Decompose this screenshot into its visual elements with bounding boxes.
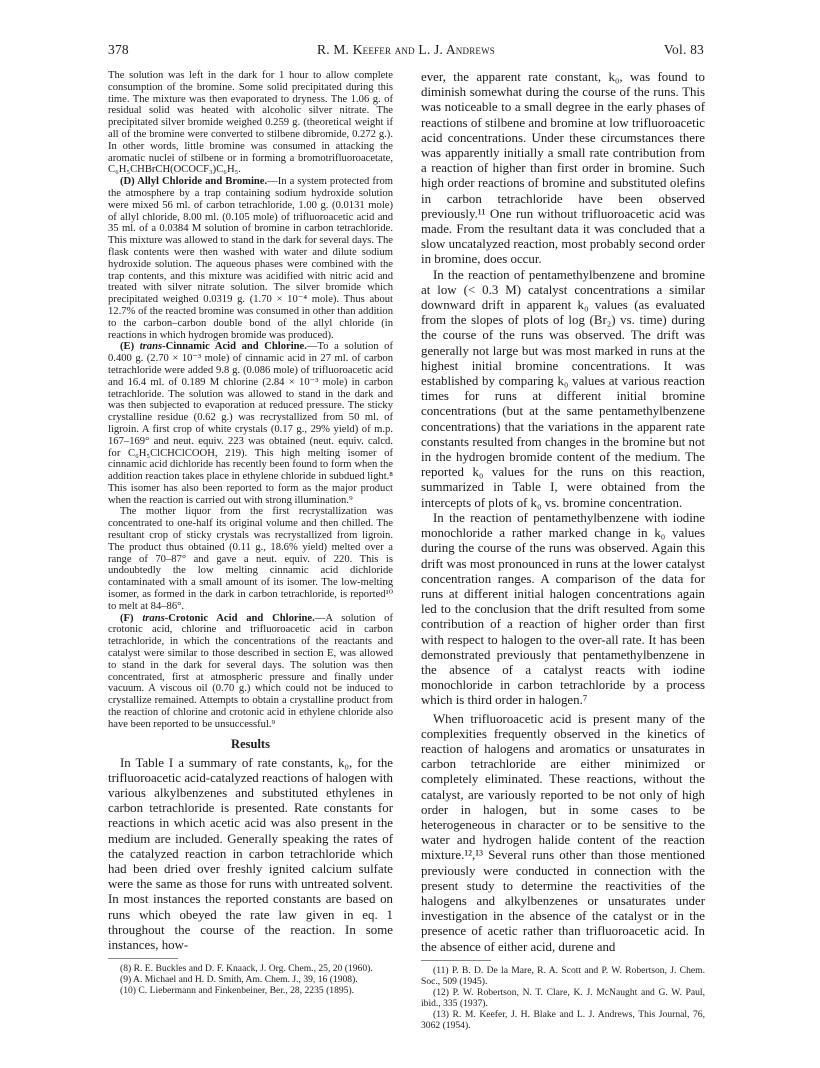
- results-heading: Results: [231, 736, 270, 751]
- volume-label: Vol. 83: [663, 42, 704, 57]
- heading-part: -Crotonic Acid and Chlorine.: [164, 612, 315, 624]
- footnote: (11) P. B. D. De la Mare, R. A. Scott and P. W. Robertson, J. Chem. Soc., 509 (1945).: [421, 964, 705, 987]
- paragraph: [108, 613, 393, 731]
- footnote: (8) R. E. Buckles and D. F. Knaack, J. Org. Chem., 25, 20 (1960).: [120, 963, 373, 975]
- paragraph: [108, 176, 393, 341]
- paragraph: In the reaction of pentamethylbenzene and bromine at low (< 0.3 M) catalyst concentrations a similar downward drift in apparent k₀ values (as evaluated from the slopes of plots of log (Br₂) vs. time) during the course of the runs was observed. The drift was generally not large but was most marked in runs at the highest initial bromine concentrations. It was established by comparing k₀ values at various reaction times for runs at different initial bromine concentrations (but at the same pentamethylbenzene concentrations) that the variations in the apparent rate constants resulted from changes in the bromine but not in the hydrogen bromide content of the medium. The reported k₀ values for the runs on this reaction, summarized in Table I, were obtained from the intercepts of plots of k₀ vs. bromine concentration.: [421, 267, 705, 510]
- section-heading: [120, 613, 315, 624]
- running-head: R. M. Keefer and L. J. Andrews: [316, 42, 495, 57]
- right-column: [421, 70, 705, 1031]
- paragraph: The mother liquor from the first recrystallization was concentrated to one-half its original volume and then chilled. The resultant crop of sticky crystals was recrystallized from ligroin. The product thus obtained (0.11 g., 18.6% yield) melted over a range of 70–87° and gave a neut. equiv. of 220. This is undoubtedly the low melting cinnamic acid dichloride contaminated with a small amount of its isomer. The low-melting isomer, as formed in the dark in carbon tetrachloride, is reported¹⁰ to melt at 84–86°.: [108, 506, 393, 612]
- heading-part: trans: [142, 612, 165, 624]
- heading-part: -Cinnamic Acid and Chlorine.: [162, 341, 307, 353]
- paragraph: In Table I a summary of rate constants, k₀, for the trifluoroacetic acid-catalyzed reactions of halogen with various alkylbenzenes and substituted ethylenes in carbon tetrachloride is presented. Rate constants for reactions in which acetic acid was also present in the medium are included. Generally speaking the rates of the catalyzed reaction in carbon tetrachloride which had been dried over freshly ignited calcium sulfate were the same as those for runs with untreated solvent. In most instances the reported constants are based on runs which obeyed the rate law given in eq. 1 throughout the course of the reaction. In some instances, how-: [108, 755, 393, 953]
- paragraph: When trifluoroacetic acid is present many of the complexities frequently observed in the kinetics of reaction of halogens and aromatics or unsaturates in carbon tetrachloride are either minimized or completely eliminated. These reactions, without the catalyst, are variously reported to be not only of high order in halogen, but in some cases to be heterogeneous in character or to be sensitive to the water and hydrogen halide content of the reaction mixture.¹²,¹³ Several runs other than those mentioned previously were conducted in connection with the present study to determine the reactivities of the halogens and alkylbenzenes or unsaturates under investigation in the absence of the catalyst or in the presence of acetic rather than trifluoroacetic acid. In the absence of either acid, durene and: [421, 711, 705, 954]
- section-text: —In a system protected from the atmosphere by a trap containing sodium hydroxide solution were mixed 56 ml. of carbon tetrachloride, 1.00 g. (0.0131 mole) of allyl chloride, 8.00 ml. (0.105 mole) of trifluoroacetic acid and 35 ml. of a 0.0384 M solution of bromine in carbon tetrachloride. This mixture was allowed to stand in the dark for several days. The flask contents were then washed with water and dilute sodium hydroxide solution. The aqueous phases were combined with the trap contents, and this mixture was acidified with nitric acid and treated with silver nitrate solution. The silver bromide which precipitated weighed 0.0319 g. (1.70 × 10⁻⁴ mole). Thus about 12.7% of the reacted bromine was consumed in other than addition to the carbon–carbon double bond of the allyl chloride (in reactions in which hydrogen bromide was produced).: [108, 176, 393, 341]
- footnote: (13) R. M. Keefer, J. H. Blake and L. J. Andrews, This Journal, 76, 3062 (1954).: [421, 1008, 705, 1031]
- page-header: [108, 42, 704, 60]
- heading-part: (E): [120, 341, 140, 353]
- footnote: (12) P. W. Robertson, N. T. Clare, K. J. McNaught and G. W. Paul, ibid., 335 (1937).: [421, 986, 705, 1009]
- left-column: [108, 70, 393, 996]
- page-number: 378: [108, 42, 129, 57]
- footnote-rule: [421, 960, 491, 961]
- paragraph: [108, 341, 393, 506]
- heading-part: (F): [120, 612, 143, 624]
- paragraph: The solution was left in the dark for 1 hour to allow complete consumption of the bromine. Some solid precipitated during this time. The mixture was then evaporated to dryness. The 1.06 g. of residual solid was heated with alcoholic silver nitrate. The precipitated silver bromide weighed 0.259 g. (theoretical weight if all of the bromine were converted to stilbene dibromide, 0.272 g.). In other words, little bromine was consumed in attacking the aromatic nuclei of stilbene or in forming a bromotrifluoroacetate, C₆H₅CHBrCH(OCOCF₃)C₆H₅.: [108, 70, 393, 176]
- paragraph: ever, the apparent rate constant, k₀, was found to diminish somewhat during the course of the runs. This was noticeable to a small degree in the early phases of reactions of stilbene and bromine at low trifluoroacetic acid concentrations. Under these circumstances there was apparently initially a small rate contribution from a reaction of higher than first order in bromine. Such high order reactions of bromine and substituted olefins in carbon tetrachloride have been observed previously.¹¹ One run without trifluoroacetic acid was made. From the resultant data it was concluded that a slow uncatalyzed reaction, most probably second order in bromine, does occur.: [421, 70, 705, 267]
- section-heading: (D) Allyl Chloride and Bromine.: [120, 176, 268, 188]
- section-heading: [120, 341, 307, 352]
- section-text: —To a solution of 0.400 g. (2.70 × 10⁻³ mole) of cinnamic acid in 27 ml. of carbon tetrachloride were added 9.8 g. (0.086 mole) of trifluoroacetic acid and 16.4 ml. of 0.189 M chlorine (2.84 × 10⁻³ mole) in carbon tetrachloride. The solution was allowed to stand in the dark and was then subjected to evaporation at reduced pressure. The sticky crystalline residue (0.62 g.) was recrystallized from 50 ml. of ligroin. A first crop of white crystals (0.17 g., 29% yield) of m.p. 167–169° and neut. equiv. 223 was obtained (neut. equiv. calcd. for C₆H₅ClCHClCOOH, 219). This high melting isomer of cinnamic acid dichloride has recently been found to form when the addition reaction takes place in ethylene chloride in subdued light.⁸ This isomer has also been reported to form as the major product when the reaction is carried out with strong illumination.⁹: [108, 341, 393, 506]
- heading-part: trans: [139, 341, 163, 353]
- section-text: —A solution of crotonic acid, chlorine and trifluoroacetic acid in carbon tetrachloride, in which the concentrations of the reactants and catalyst were similar to those described in section E, was allowed to stand in the dark for several days. The solution was then concentrated, first at atmospheric pressure and finally under vacuum. A viscous oil (0.70 g.) which could not be induced to crystallize remained. Attempts to obtain a crystalline product from the reaction of chlorine and crotonic acid in ethylene chloride also have been reported to be unsuccessful.⁹: [108, 612, 393, 730]
- paragraph: In the reaction of pentamethylbenzene with iodine monochloride a rather marked change in k₀ values during the course of the runs was observed. Again this drift was most pronounced in runs at the lower catalyst concentration ranges. A comparison of the data for runs at different initial halogen concentrations again led to the conclusion that the drift resulted from some contribution of a reaction of higher order than first with respect to halogen to the over-all rate. It has been demonstrated previously that pentamethylbenzene in the absence of a catalyst reacts with iodine monochloride in carbon tetrachloride by a process which is third order in halogen.⁷: [421, 510, 705, 708]
- footnote-rule: [108, 958, 178, 959]
- footnote: (10) C. Liebermann and Finkenbeiner, Ber., 28, 2235 (1895).: [120, 985, 355, 997]
- footnote: (9) A. Michael and H. D. Smith, Am. Chem. J., 39, 16 (1908).: [120, 974, 358, 986]
